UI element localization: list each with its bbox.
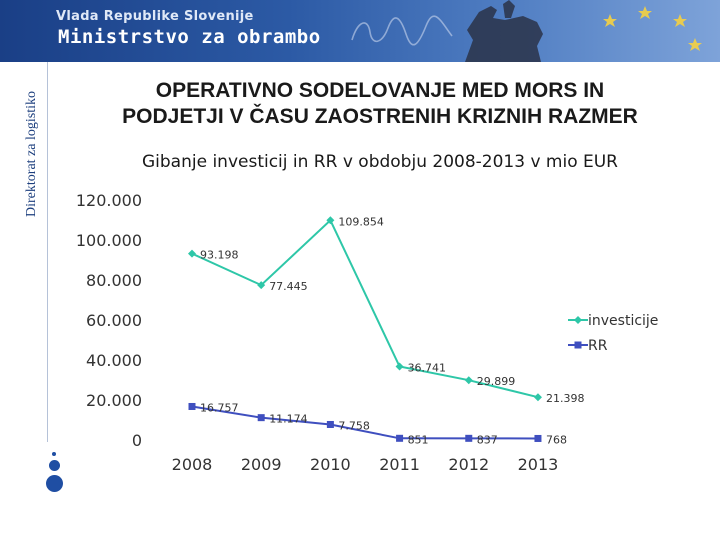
legend-marker	[575, 342, 582, 349]
x-tick-label: 2008	[171, 455, 213, 474]
data-label: 77.445	[269, 280, 308, 294]
data-point-rr	[465, 435, 472, 442]
data-point-investicije	[188, 250, 196, 258]
line-chart	[60, 185, 680, 485]
data-point-investicije	[534, 393, 542, 401]
data-point-rr	[258, 414, 265, 421]
data-point-investicije	[396, 363, 404, 371]
data-point-rr	[534, 435, 541, 442]
equestrian-statue-image	[445, 0, 575, 62]
data-label: 36.741	[407, 361, 447, 375]
data-label: 29.899	[476, 375, 516, 389]
legend-label: investicije	[588, 313, 659, 329]
series-line-investicije	[192, 220, 538, 397]
y-tick-label: 120.000	[75, 191, 142, 210]
data-point-rr	[396, 435, 403, 442]
y-tick-label: 0	[131, 431, 142, 450]
decor-dot	[49, 460, 60, 471]
slide-title	[60, 78, 700, 130]
y-tick-label: 100.000	[75, 231, 142, 250]
y-tick-label: 80.000	[86, 271, 142, 290]
data-label: 7.758	[338, 419, 370, 433]
data-label: 768	[545, 433, 567, 447]
data-label: 851	[407, 433, 429, 447]
slide-title-line-1: OPERATIVNO SODELOVANJE MED MORS IN	[155, 79, 605, 102]
data-point-rr	[189, 403, 196, 410]
legend-marker	[574, 316, 582, 324]
x-tick-label: 2010	[310, 455, 351, 474]
sidebar-divider	[47, 62, 48, 442]
government-name: Vlada Republike Slovenije	[56, 9, 254, 24]
chart-title: Gibanje investicij in RR v obdobju 2008-2013 v mio EUR	[141, 152, 618, 172]
data-point-investicije	[465, 376, 473, 384]
data-label: 21.398	[545, 392, 585, 406]
header-banner	[0, 0, 720, 62]
x-tick-label: 2013	[517, 455, 559, 474]
signature-image	[348, 10, 458, 61]
decor-dot	[52, 452, 56, 456]
eu-stars-image	[570, 0, 720, 62]
data-point-rr	[327, 421, 334, 428]
data-label: 837	[476, 433, 498, 447]
ministry-name: Ministrstvo za obrambo	[58, 26, 321, 48]
data-label: 109.854	[338, 215, 384, 229]
x-tick-label: 2011	[379, 455, 420, 474]
y-tick-label: 40.000	[86, 351, 142, 370]
data-label: 93.198	[200, 248, 239, 262]
y-tick-label: 60.000	[86, 311, 142, 330]
data-label: 16.757	[200, 401, 239, 415]
y-tick-label: 20.000	[86, 391, 142, 410]
x-tick-label: 2009	[240, 455, 282, 474]
sidebar-label: Direktorat za logistiko	[24, 91, 39, 217]
legend-label: RR	[588, 338, 608, 354]
x-tick-label: 2012	[448, 455, 490, 474]
slide-title-line-2: PODJETJI V ČASU ZAOSTRENIH KRIZNIH RAZMER	[122, 105, 638, 128]
data-label: 11.174	[269, 412, 308, 426]
